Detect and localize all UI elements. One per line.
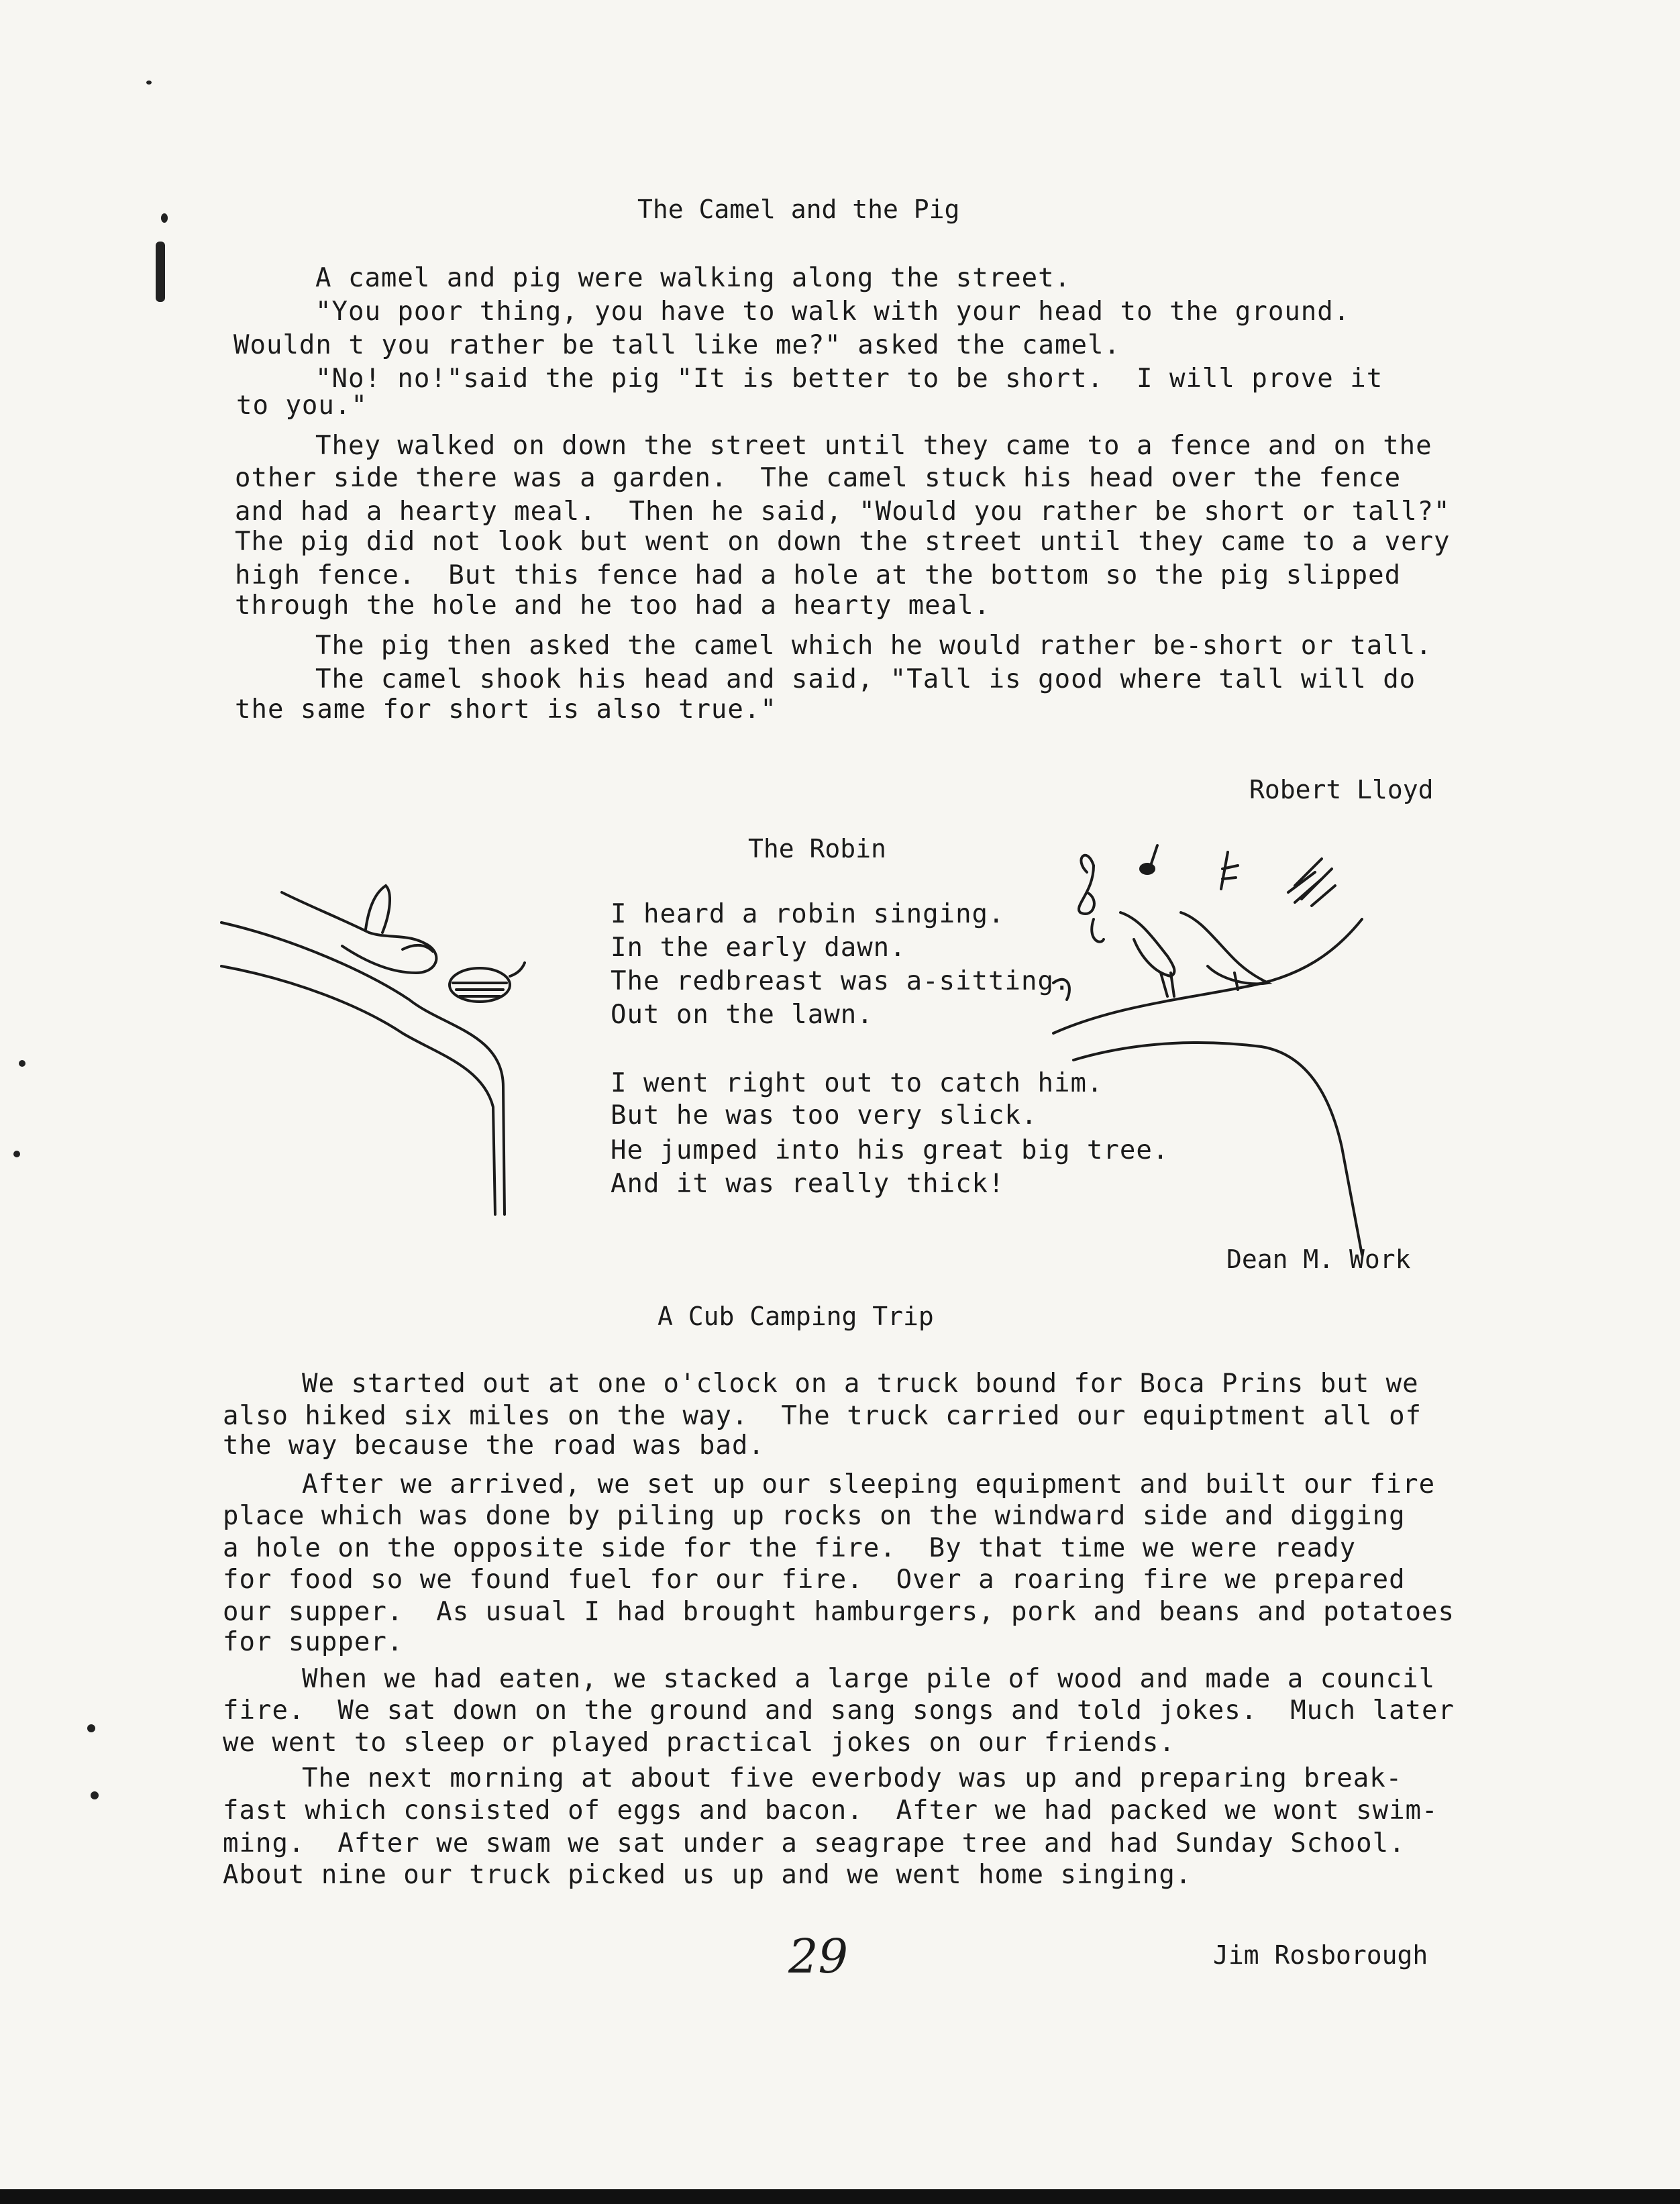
story1-line: The camel shook his head and said, "Tall is good where tall will do xyxy=(315,664,1416,694)
story2-line: for food so we found fuel for our fire. Over a roaring fire we prepared xyxy=(223,1565,1406,1595)
page-number: 29 xyxy=(788,1929,849,1984)
poem-line: But he was too very slick. xyxy=(611,1100,1038,1131)
story2-line: After we arrived, we set up our sleeping equipment and built our fire xyxy=(302,1469,1436,1500)
story1-line: and had a hearty meal. Then he said, "Would you rather be short or tall?" xyxy=(235,496,1451,527)
singing-birds-drawing xyxy=(1047,839,1396,1255)
poem-line: I went right out to catch him. xyxy=(611,1068,1104,1098)
story1-line: They walked on down the street until they came to a fence and on the xyxy=(315,431,1432,461)
story1-line: the same for short is also true." xyxy=(235,694,777,725)
scan-speck xyxy=(13,1151,20,1157)
story2-line: place which was done by piling up rocks on the windward side and digging xyxy=(223,1501,1406,1531)
author-robert-lloyd: Robert Lloyd xyxy=(1249,775,1434,804)
bird-nest-drawing xyxy=(215,865,537,1214)
scan-speck xyxy=(19,1060,25,1067)
scan-speck xyxy=(146,81,152,85)
story2-line: The next morning at about five everbody was up and preparing break- xyxy=(302,1763,1403,1793)
story1-line: high fence. But this fence had a hole at the bottom so the pig slipped xyxy=(235,560,1402,590)
scan-speck xyxy=(156,242,165,302)
scan-speck xyxy=(161,213,168,223)
poem-line: I heard a robin singing. xyxy=(611,899,1005,929)
story2-line: ming. After we swam we sat under a seagrape tree and had Sunday School. xyxy=(223,1828,1406,1858)
story2-line: fire. We sat down on the ground and sang songs and told jokes. Much later xyxy=(223,1695,1455,1726)
story2-line: a hole on the opposite side for the fire. By that time we were ready xyxy=(223,1533,1357,1563)
story1-line: The pig then asked the camel which he would rather be-short or tall. xyxy=(315,631,1432,661)
poem-line: The redbreast was a-sitting. xyxy=(611,966,1071,996)
story1-line: "You poor thing, you have to walk with your head to the ground. xyxy=(315,297,1351,327)
poem-line: Out on the lawn. xyxy=(611,1000,874,1030)
story1-line: The pig did not look but went on down the street until they came to a very xyxy=(235,527,1451,557)
poem-line: And it was really thick! xyxy=(611,1169,1005,1199)
story2-line: fast which consisted of eggs and bacon. After we had packed we wont swim- xyxy=(223,1795,1438,1826)
story1-line: Wouldn t you rather be tall like me?" asked the camel. xyxy=(233,330,1120,360)
story-title-camel-and-pig: The Camel and the Pig xyxy=(637,195,960,224)
story2-line: we went to sleep or played practical jokes on our friends. xyxy=(223,1728,1175,1758)
story-title-cub-camping-trip: A Cub Camping Trip xyxy=(658,1302,934,1331)
scan-bottom-edge xyxy=(0,2189,1680,2204)
story1-line: through the hole and he too had a hearty meal. xyxy=(235,590,991,621)
story2-line: the way because the road was bad. xyxy=(223,1430,765,1461)
story2-line: We started out at one o'clock on a truck bound for Boca Prins but we xyxy=(302,1369,1419,1399)
poem-line: In the early dawn. xyxy=(611,933,906,963)
story2-line: for supper. xyxy=(223,1627,404,1657)
story1-line: to you." xyxy=(236,390,368,421)
poem-title-the-robin: The Robin xyxy=(748,834,886,863)
story1-line: "No! no!"said the pig "It is better to be short. I will prove it xyxy=(315,364,1383,394)
story1-line: A camel and pig were walking along the street. xyxy=(315,263,1071,293)
story2-line: our supper. As usual I had brought hamburgers, pork and beans and potatoes xyxy=(223,1597,1455,1627)
author-jim-rosborough: Jim Rosborough xyxy=(1213,1940,1428,1970)
scan-speck xyxy=(91,1791,99,1799)
poem-line: He jumped into his great big tree. xyxy=(611,1135,1169,1165)
author-dean-work: Dean M. Work xyxy=(1226,1245,1411,1274)
story1-line: other side there was a garden. The camel stuck his head over the fence xyxy=(235,463,1402,493)
story2-line: also hiked six miles on the way. The truck carried our equiptment all of xyxy=(223,1401,1422,1431)
story2-line: When we had eaten, we stacked a large pile of wood and made a council xyxy=(302,1664,1436,1694)
scan-speck xyxy=(87,1724,95,1732)
story2-line: About nine our truck picked us up and we went home singing. xyxy=(223,1860,1192,1890)
